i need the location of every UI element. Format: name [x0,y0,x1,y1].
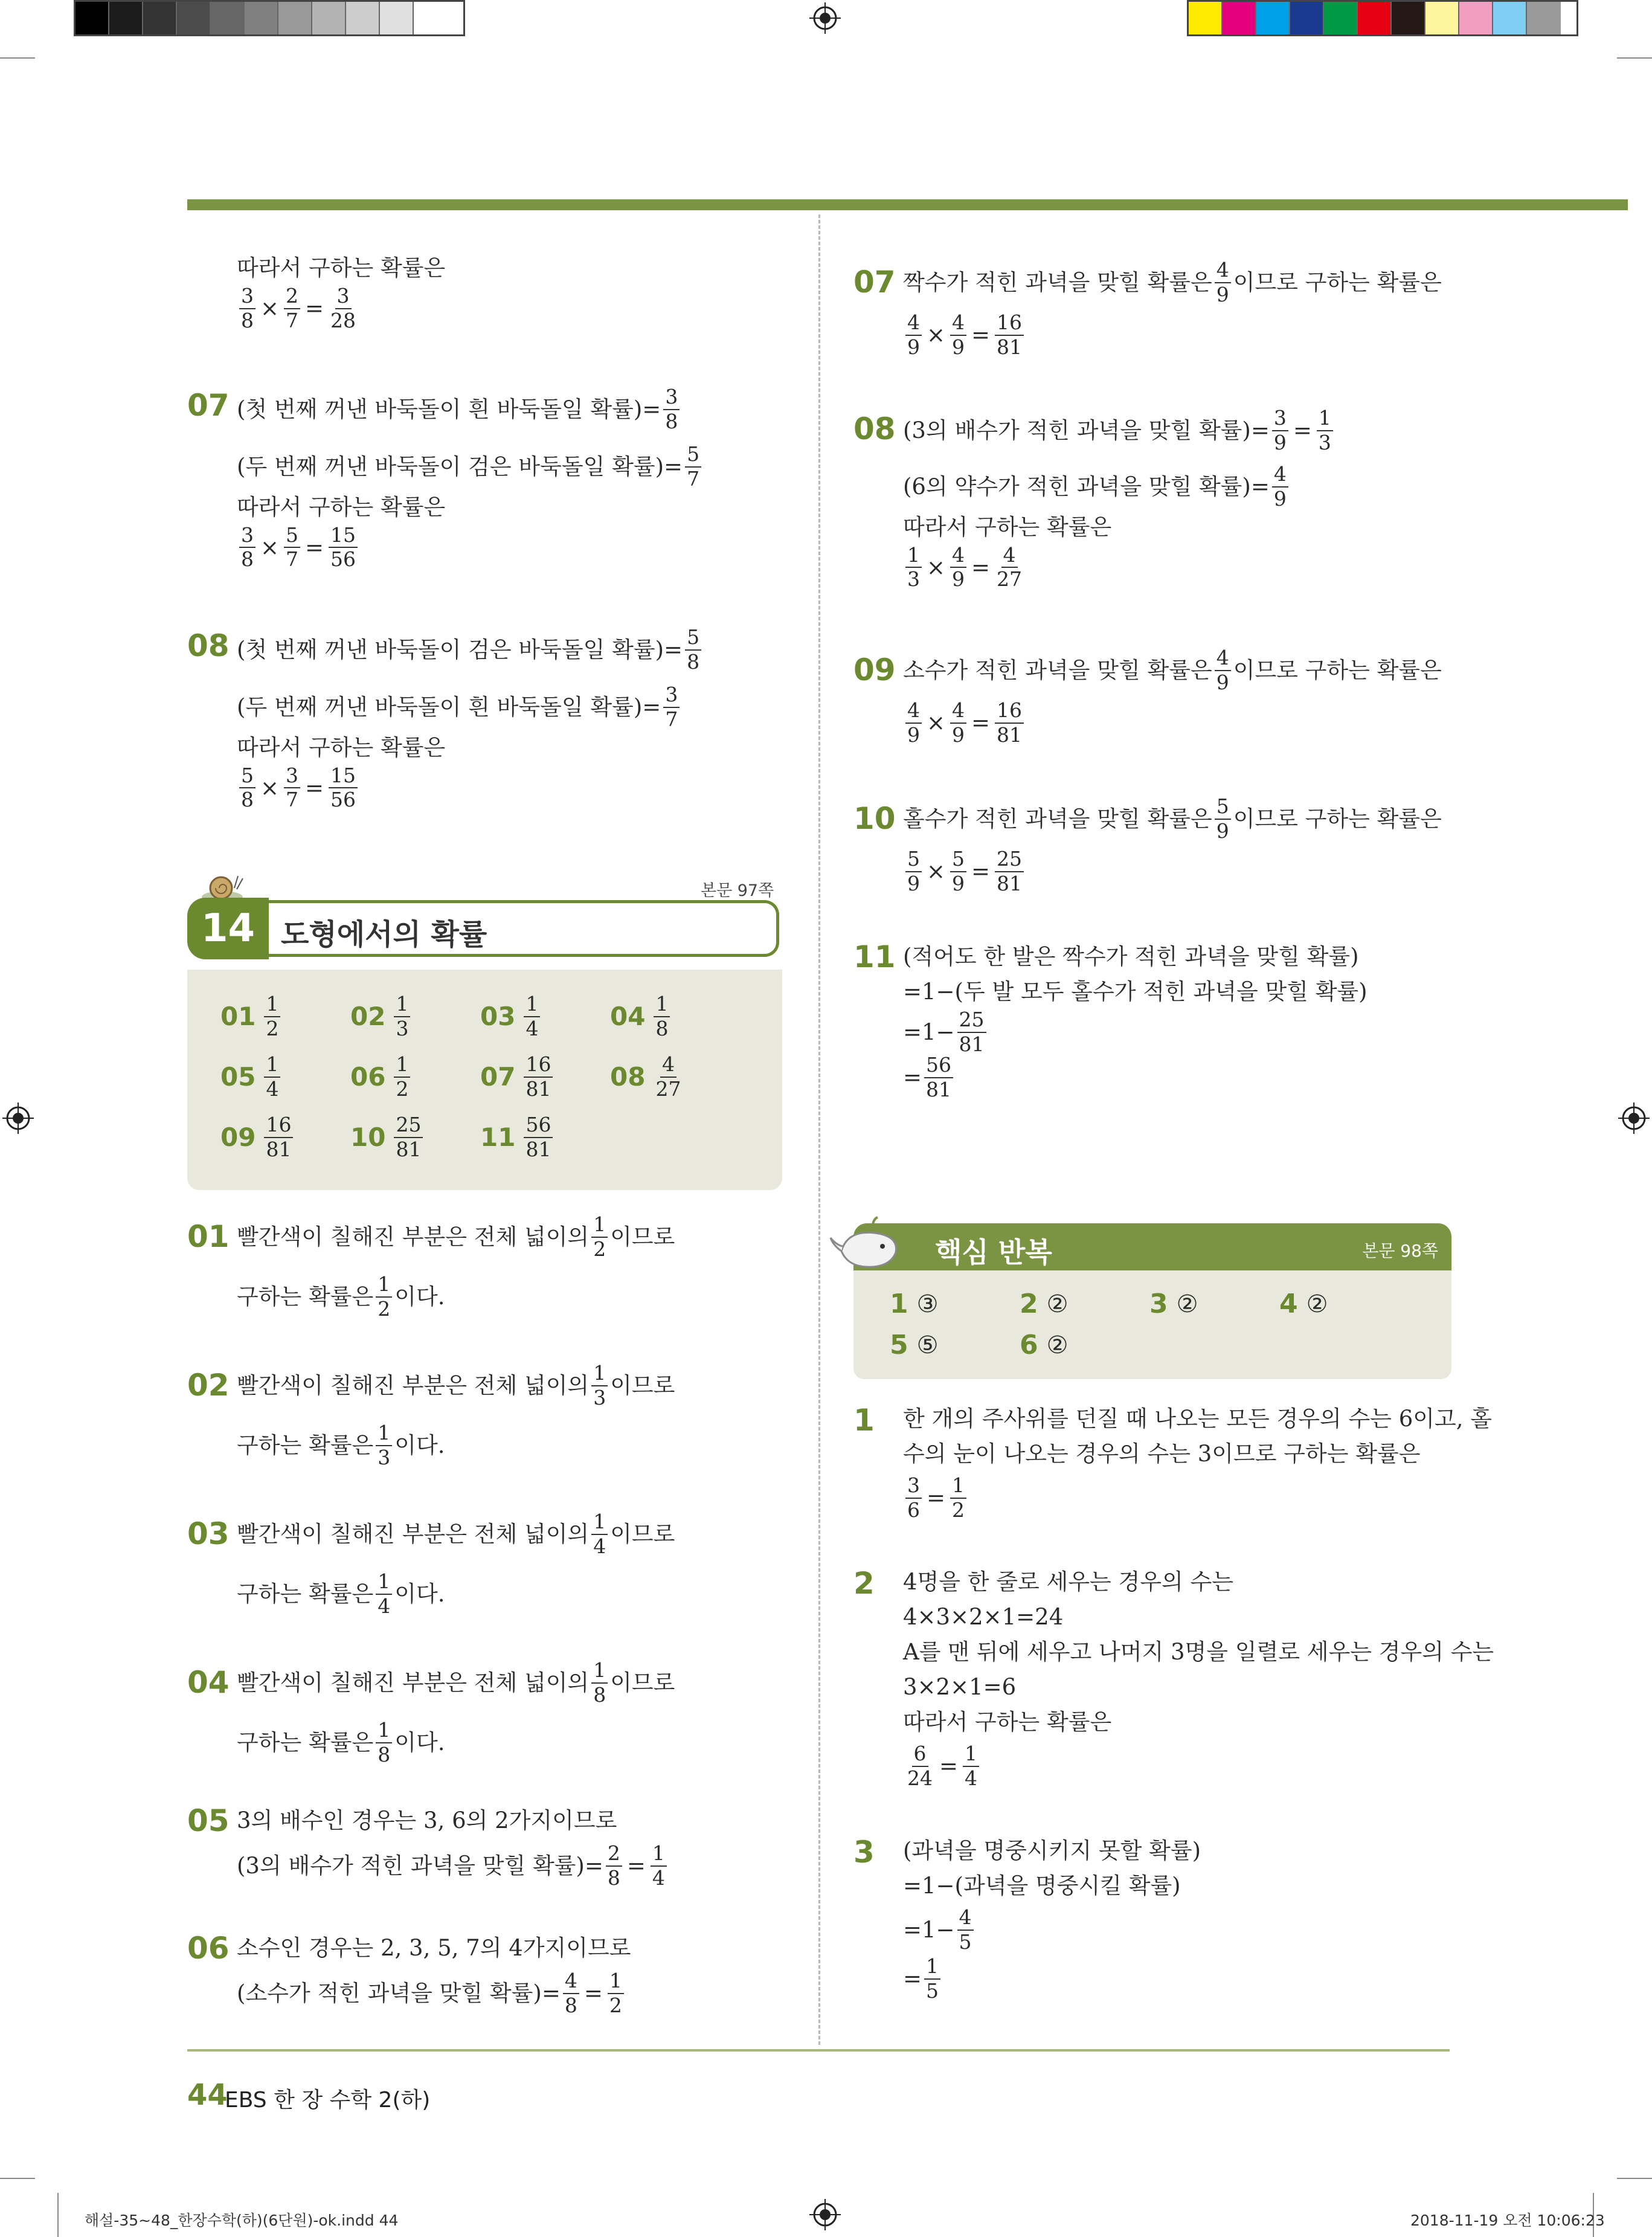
text: 구하는 확률은 [237,1432,374,1459]
answer-item [480,1054,555,1099]
text: A를 맨 뒤에 세우고 나머지 3명을 일렬로 세우는 경우의 수는 [903,1639,1494,1666]
answer-number: 01 [220,1002,256,1032]
registration-mark-icon [1618,1102,1650,1134]
fraction: $\frac{5}{9}$ [950,849,966,894]
text: (적어도 한 발은 짝수가 적힌 과녁을 맞힐 확률) [903,944,1359,970]
fraction: $\frac{1}{4}$ [963,1743,979,1789]
text: =1−(두 발 모두 홀수가 적힌 과녁을 맞힐 확률) [903,979,1368,1005]
color-swatches [1187,0,1578,36]
text: (두 번째 꺼낸 바둑돌이 검은 바둑돌일 확률)= [237,454,683,480]
problem-number: 05 [187,1803,230,1838]
fraction: $\frac{1}{4}$ [264,1054,280,1099]
problem-number: 07 [187,388,230,423]
answer-choice: ② [1306,1290,1328,1318]
text: (3의 배수가 적힌 과녁을 맞힐 확률)= [903,417,1270,443]
answer-item [220,994,283,1039]
column-divider [818,214,820,2045]
fraction: $\frac{4}{9}$ [1215,648,1231,693]
fraction: $\frac{56}{81}$ [924,1055,953,1100]
fraction: $\frac{1}{2}$ [394,1054,410,1099]
text: 수의 눈이 나오는 경우의 수는 3이므로 구하는 확률은 [903,1441,1421,1467]
header-bar [187,199,1628,210]
problem-number: 11 [853,939,896,974]
text: =1− [903,1916,955,1943]
fraction: $\frac{5}{7}$ [284,525,300,570]
problem-number: 08 [853,411,896,446]
text: 소수가 적힌 과녁을 맞힐 확률은 [903,657,1212,683]
text: = [903,1966,922,1992]
fraction: $\frac{4}{9}$ [1272,464,1288,509]
text: (소수가 적힌 과녁을 맞힐 확률)= [237,1980,561,2006]
answer-choice: ⑤ [916,1331,939,1359]
fraction: $\frac{1}{8}$ [654,994,670,1039]
text: 이므로 [610,1223,675,1250]
text: 따라서 구하는 확률은 [237,494,446,520]
text: 한 개의 주사위를 던질 때 나오는 모든 경우의 수는 6이고, 홀 [903,1406,1492,1432]
problem-number: 3 [853,1835,875,1870]
problem-number: 04 [187,1665,230,1700]
text: 이므로 구하는 확률은 [1233,269,1442,295]
fraction: $\frac{16}{81}$ [995,700,1024,745]
text: =1−(과녁을 명중시킬 확률) [903,1873,1181,1899]
answer-number: 10 [350,1122,386,1153]
fraction: $\frac{16}{81}$ [995,312,1024,358]
core-review-title: 핵심 반복 [935,1236,1052,1269]
fraction: $\frac{15}{56}$ [329,765,358,811]
text: 이므로 [610,1521,675,1547]
text: 구하는 확률은 [237,1284,374,1310]
text: 따라서 구하는 확률은 [237,734,446,761]
answer-item [1020,1289,1068,1319]
fraction: $\frac{1}{3}$ [394,994,410,1039]
fraction: $\frac{1}{2}$ [264,994,280,1039]
fraction: $\frac{1}{2}$ [376,1274,392,1319]
text: (과녁을 명중시키지 못할 확률) [903,1838,1201,1864]
text: 홀수가 적힌 과녁을 맞힐 확률은 [903,805,1212,832]
fraction: $\frac{3}{28}$ [330,284,356,332]
fraction: $\frac{1}{4}$ [591,1511,608,1557]
answer-number: 02 [350,1002,386,1032]
file-slug: 해설-35~48_한장수학(하)(6단원)-ok.indd 44 [85,2212,399,2229]
fraction: $\frac{3}{8}$ [239,286,256,331]
fraction: $\frac{3}{7}$ [663,684,680,730]
print-timestamp: 2018-11-19 오전 10:06:23 [1410,2212,1605,2229]
fraction: $\frac{1}{3}$ [1317,408,1333,453]
registration-mark-icon [2,1102,34,1134]
section-number: 14 [187,898,269,959]
text: 이므로 [610,1669,675,1696]
answer-number: 04 [610,1002,646,1032]
fraction: $\frac{5}{8}$ [685,627,701,672]
answer-number: 5 [890,1330,908,1360]
answer-item [480,994,542,1039]
fraction: $\frac{4}{9}$ [1215,260,1231,305]
answer-number: 11 [480,1122,516,1153]
fraction: $\frac{1}{2}$ [950,1475,966,1521]
crop-mark [0,57,35,59]
answer-number: 06 [350,1062,386,1092]
problem-number: 01 [187,1219,230,1254]
fraction: $\frac{1}{8}$ [376,1720,392,1765]
problem-number: 09 [853,652,896,687]
problem-number: 07 [853,265,896,300]
fraction: $\frac{1}{4}$ [376,1571,392,1617]
text: 이므로 [610,1372,675,1399]
page-reference: 본문 98쪽 [1362,1241,1438,1261]
answer-item [610,994,672,1039]
answer-number: 4 [1279,1289,1298,1319]
answer-number: 05 [220,1062,256,1092]
text: 빨간색이 칠해진 부분은 전체 넓이의 [237,1223,590,1250]
text: 구하는 확률은 [237,1730,374,1756]
section-title: 도형에서의 확률 [281,918,487,951]
fraction: $\frac{4}{9}$ [950,545,966,590]
problem-number: 2 [853,1566,875,1601]
problem-number: 08 [187,628,230,663]
text: (첫 번째 꺼낸 바둑돌이 흰 바둑돌일 확률)= [237,396,661,422]
problem-number: 06 [187,1931,230,1966]
answer-number: 07 [480,1062,516,1092]
text: 빨간색이 칠해진 부분은 전체 넓이의 [237,1669,590,1696]
crop-mark [1617,57,1652,59]
fraction: $\frac{5}{8}$ [239,765,256,811]
fraction: $\frac{4}{27}$ [997,542,1023,591]
fraction: $\frac{4}{5}$ [957,1907,974,1952]
fraction: $\frac{25}{81}$ [995,849,1024,894]
fraction: $\frac{4}{9}$ [950,700,966,745]
core-review-header [853,1223,1451,1270]
book-title: EBS 한 장 수학 2(하) [225,2088,431,2113]
fraction: $\frac{1}{3}$ [376,1423,392,1468]
fraction: $\frac{4}{27}$ [655,1052,681,1101]
answer-number: 2 [1020,1289,1038,1319]
crop-mark [57,2193,59,2237]
text: 짝수가 적힌 과녁을 맞힐 확률은 [903,269,1212,295]
grayscale-swatches [74,0,465,36]
fraction: $\frac{25}{81}$ [394,1115,423,1160]
text: 이므로 구하는 확률은 [1233,805,1442,832]
fraction: $\frac{16}{81}$ [264,1115,293,1160]
text: (6의 약수가 적힌 과녁을 맞힐 확률)= [903,474,1270,500]
text: 4×3×2×1=24 [903,1604,1064,1630]
text: (3의 배수가 적힌 과녁을 맞힐 확률)= [237,1852,603,1879]
text: 이다. [394,1284,445,1310]
text: 3×2×1=6 [903,1674,1017,1701]
fraction: $\frac{2}{8}$ [606,1843,622,1888]
fraction: $\frac{5}{7}$ [685,444,701,489]
footer-rule [187,2049,1450,2052]
problem-number: 1 [853,1403,875,1438]
fraction: $\frac{3}{6}$ [905,1475,922,1521]
section-header [187,900,782,961]
fraction: $\frac{3}{8}$ [239,525,256,570]
fraction: $\frac{5}{9}$ [1215,796,1231,842]
crop-mark [1617,2178,1652,2179]
answer-item [220,1054,283,1099]
fraction: $\frac{2}{7}$ [284,286,300,331]
answer-item [1279,1289,1328,1319]
answer-item [350,1054,413,1099]
text: = [903,1064,922,1091]
text: 이므로 구하는 확률은 [1233,657,1442,683]
answer-number: 1 [890,1289,908,1319]
problem-number: 03 [187,1516,230,1551]
answer-number: 03 [480,1002,516,1032]
fraction: $\frac{56}{81}$ [524,1115,553,1160]
fraction: $\frac{1}{8}$ [591,1660,608,1705]
answer-choice: ② [1046,1331,1069,1359]
text: 소수인 경우는 2, 3, 5, 7의 4가지이므로 [237,1935,631,1962]
fraction: $\frac{4}{8}$ [563,1971,579,2016]
fraction: $\frac{1}{3}$ [905,545,922,590]
fraction: $\frac{5}{9}$ [905,849,922,894]
answer-number: 09 [220,1122,256,1153]
text: (첫 번째 꺼낸 바둑돌이 검은 바둑돌일 확률)= [237,636,683,663]
answer-item [610,1054,685,1099]
fraction: $\frac{15}{56}$ [329,525,358,570]
fraction: $\frac{1}{4}$ [524,994,540,1039]
text: 이다. [394,1581,445,1608]
answer-item [220,1115,295,1160]
text: 3의 배수인 경우는 3, 6의 2가지이므로 [237,1807,617,1834]
crop-mark [0,2178,35,2179]
fraction: $\frac{1}{4}$ [651,1843,667,1888]
text: 따라서 구하는 확률은 [903,1709,1112,1736]
fraction: $\frac{4}{9}$ [905,312,922,358]
fraction: $\frac{1}{3}$ [591,1363,608,1408]
answer-choice: ③ [916,1290,939,1318]
fraction: $\frac{6}{24}$ [907,1742,933,1790]
whale-icon [829,1215,911,1275]
fraction: $\frac{1}{2}$ [608,1971,624,2016]
answer-choice: ② [1046,1290,1069,1318]
fraction: $\frac{25}{81}$ [957,1009,986,1055]
registration-mark-icon [809,2,841,34]
text: 4명을 한 줄로 세우는 경우의 수는 [903,1569,1233,1595]
page-reference: 본문 97쪽 [701,881,774,900]
core-review-answers [853,1270,1451,1379]
answer-item [890,1330,938,1360]
answer-number: 08 [610,1062,646,1092]
answer-item [890,1289,938,1319]
answer-item [1020,1330,1068,1360]
registration-mark-icon [809,2199,841,2230]
text: 이다. [394,1432,445,1459]
fraction: $\frac{16}{81}$ [524,1054,553,1099]
answer-choice: ② [1176,1290,1198,1318]
text: 빨간색이 칠해진 부분은 전체 넓이의 [237,1372,590,1399]
fraction: $\frac{3}{7}$ [284,765,300,811]
problem-number: 10 [853,801,896,836]
fraction: $\frac{3}{8}$ [663,387,680,432]
answer-number: 3 [1149,1289,1168,1319]
answer-item [480,1115,555,1160]
problem-number: 02 [187,1368,230,1403]
page-number: 44 [187,2078,228,2112]
answer-item [350,1115,425,1160]
answer-item [1149,1289,1198,1319]
fraction: $\frac{1}{5}$ [924,1956,940,2001]
text: =1− [903,1019,955,1045]
answer-box [187,970,782,1190]
text: 이다. [394,1730,445,1756]
text: 구하는 확률은 [237,1581,374,1608]
text: 따라서 구하는 확률은 [237,255,446,282]
text: 따라서 구하는 확률은 [903,513,1112,540]
answer-number: 6 [1020,1330,1038,1360]
fraction: $\frac{1}{2}$ [591,1214,608,1260]
fraction: $\frac{4}{9}$ [905,700,922,745]
fraction: $\frac{4}{9}$ [950,312,966,358]
fraction: $\frac{3}{9}$ [1272,408,1288,453]
answer-item [350,994,413,1039]
text: 빨간색이 칠해진 부분은 전체 넓이의 [237,1521,590,1547]
text: (두 번째 꺼낸 바둑돌이 흰 바둑돌일 확률)= [237,694,661,721]
